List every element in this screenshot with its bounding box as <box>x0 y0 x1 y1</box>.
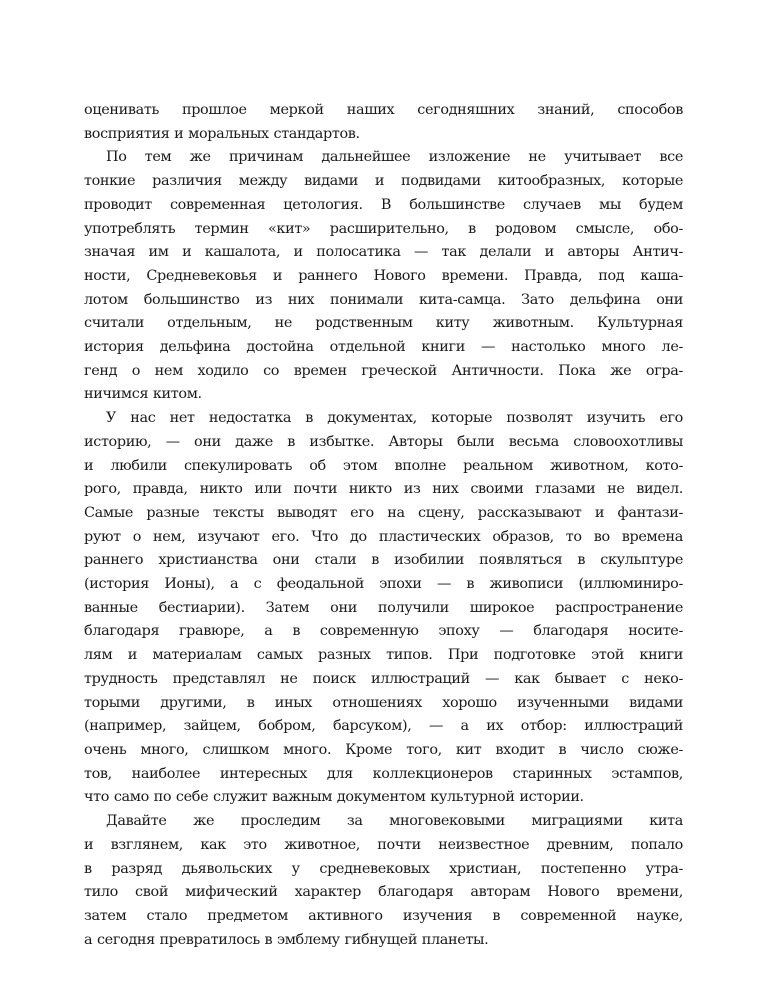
text-line: и любили спекулировать об этом вполне реальном животном, кото- <box>84 457 683 474</box>
text-line: (история Ионы), а с феодальной эпохи — в живописи (иллюминиро- <box>84 576 683 593</box>
paragraph-3 <box>84 407 683 810</box>
text-line: лям и материалам самых разных типов. При подготовке этой книги <box>84 647 683 664</box>
text-line: У нас нет недостатка в документах, которые позволят изучить его <box>106 410 683 427</box>
text-line: рого, правда, никто или почти никто из них своими глазами не видел. <box>84 481 683 498</box>
paragraph-1 <box>84 99 683 146</box>
paragraph-4 <box>84 810 683 952</box>
text-line: значая им и кашалота, и полосатика — так делали и авторы Антич- <box>84 244 683 261</box>
text-line: считали отдельным, не родственным киту животным. Культурная <box>84 315 683 332</box>
text-line: ничимся китом. <box>84 386 202 403</box>
text-line: трудность представлял не поиск иллюстраций — как бывает с неко- <box>84 670 683 687</box>
text-line: очень много, слишком много. Кроме того, кит входит в число сюже- <box>84 741 683 758</box>
text-line: Давайте же проследим за многовековыми миграциями кита <box>106 813 683 830</box>
text-line: восприятия и моральных стандартов. <box>84 125 360 142</box>
text-line: проводит современная цетология. В большинстве случаев мы будем <box>84 196 683 213</box>
text-line: благодаря гравюре, а в современную эпоху — благодаря носите- <box>84 623 683 640</box>
text-line: торыми другими, в иных отношениях хорошо изученными видами <box>84 694 683 711</box>
text-line: оценивать прошлое меркой наших сегодняшних знаний, способов <box>84 102 683 118</box>
text-line: ванные бестиарии). Затем они получили широкое распространение <box>84 599 683 616</box>
text-line: руют о нем, изучают его. Что до пластических образов, то во времена <box>84 528 683 545</box>
text-line: что само по себе служит важным документом культурной истории. <box>84 789 584 806</box>
text-line: лотом большинство из них понимали кита-самца. Зато дельфина они <box>84 291 683 308</box>
text-line: раннего христианства они стали в изобилии появляться в скульптуре <box>84 552 683 569</box>
text-line: история дельфина достойна отдельной книги — настолько много ле- <box>84 339 683 356</box>
text-line: историю, — они даже в избытке. Авторы были весьма словоохотливы <box>84 433 683 450</box>
text-line: тов, наиболее интересных для коллекционеров старинных эстампов, <box>84 765 683 782</box>
text-line: затем стало предметом активного изучения в современной науке, <box>84 907 683 924</box>
text-line: в разряд дьявольских у средневековых христиан, постепенно утра- <box>84 860 683 877</box>
text-line: употреблять термин «кит» расширительно, в родовом смысле, обо- <box>84 220 683 237</box>
text-line: тонкие различия между видами и подвидами китообразных, которые <box>84 173 683 190</box>
text-line: По тем же причинам дальнейшее изложение не учитывает все <box>106 149 683 166</box>
text-line: (например, зайцем, бобром, барсуком), — а их отбор: иллюстраций <box>84 718 683 735</box>
text-line: ности, Средневековья и раннего Нового времени. Правда, под кашa- <box>84 267 683 284</box>
text-line: тило свой мифический характер благодаря авторам Нового времени, <box>84 884 683 901</box>
text-line: и взглянем, как это животное, почти неизвестное древним, попало <box>84 836 683 853</box>
body-text <box>84 99 683 952</box>
text-line: генд о нем ходило со времен греческой Античности. Пока же огра- <box>84 362 683 379</box>
paragraph-2 <box>84 146 683 407</box>
text-line: а сегодня превратилось в эмблему гибнущей планеты. <box>84 931 489 948</box>
text-line: Самые разные тексты выводят его на сцену, рассказывают и фантази- <box>84 504 683 521</box>
